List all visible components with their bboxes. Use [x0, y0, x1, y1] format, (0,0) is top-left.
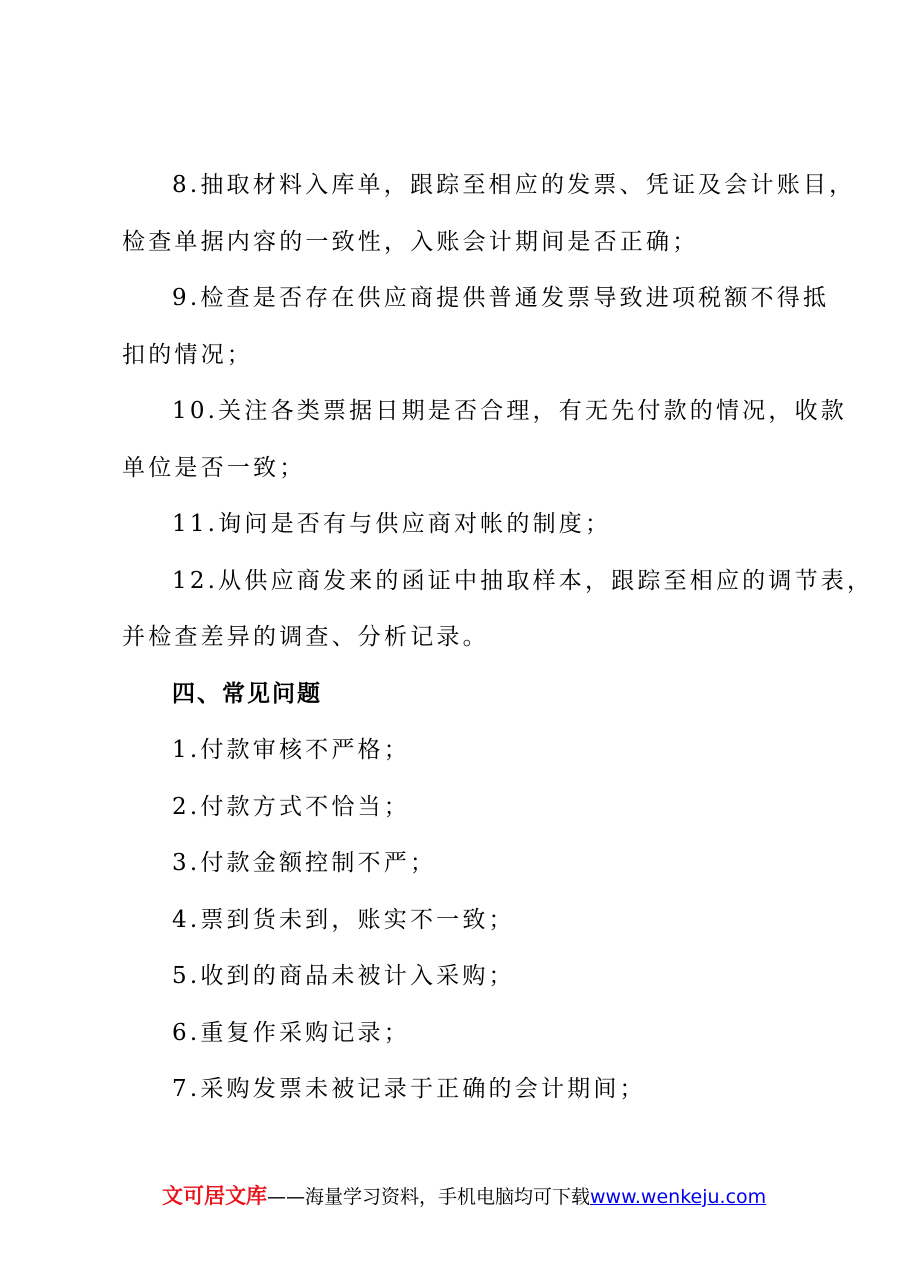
paragraph-line: 单位是否一致； — [122, 455, 306, 481]
paragraph-line: 检查单据内容的一致性，入账会计期间是否正确； — [122, 229, 699, 255]
problem-item: 4.票到货未到，账实不一致； — [172, 907, 515, 933]
paragraph-line: 扣的情况； — [122, 342, 253, 368]
paragraph-line: 并检查差异的调查、分析记录。 — [122, 624, 489, 650]
paragraph-line: 10.关注各类票据日期是否合理，有无先付款的情况，收款 — [172, 398, 847, 424]
paragraph-line: 8.抽取材料入库单，跟踪至相应的发票、凭证及会计账目， — [172, 172, 856, 198]
problem-item: 1.付款审核不严格； — [172, 737, 410, 763]
footer-banner — [162, 1182, 766, 1211]
footer-slogan: ——海量学习资料，手机电脑均可下载 — [267, 1186, 591, 1208]
problem-item: 5.收到的商品未被计入采购； — [172, 963, 515, 989]
paragraph-line: 9.检查是否存在供应商提供普通发票导致进项税额不得抵 — [172, 285, 830, 311]
footer-link[interactable]: www.wenkeju.com — [590, 1186, 767, 1208]
paragraph-line: 12.从供应商发来的函证中抽取样本，跟踪至相应的调节表， — [172, 568, 874, 594]
problem-item: 7.采购发票未被记录于正确的会计期间； — [172, 1076, 646, 1102]
problem-item: 3.付款金额控制不严； — [172, 850, 437, 876]
footer-brand: 文可居文库 — [162, 1184, 267, 1208]
paragraph-line: 11.询问是否有与供应商对帐的制度； — [172, 511, 612, 537]
problem-item: 6.重复作采购记录； — [172, 1020, 410, 1046]
problem-item: 2.付款方式不恰当； — [172, 794, 410, 820]
section-heading: 四、常见问题 — [172, 681, 322, 707]
